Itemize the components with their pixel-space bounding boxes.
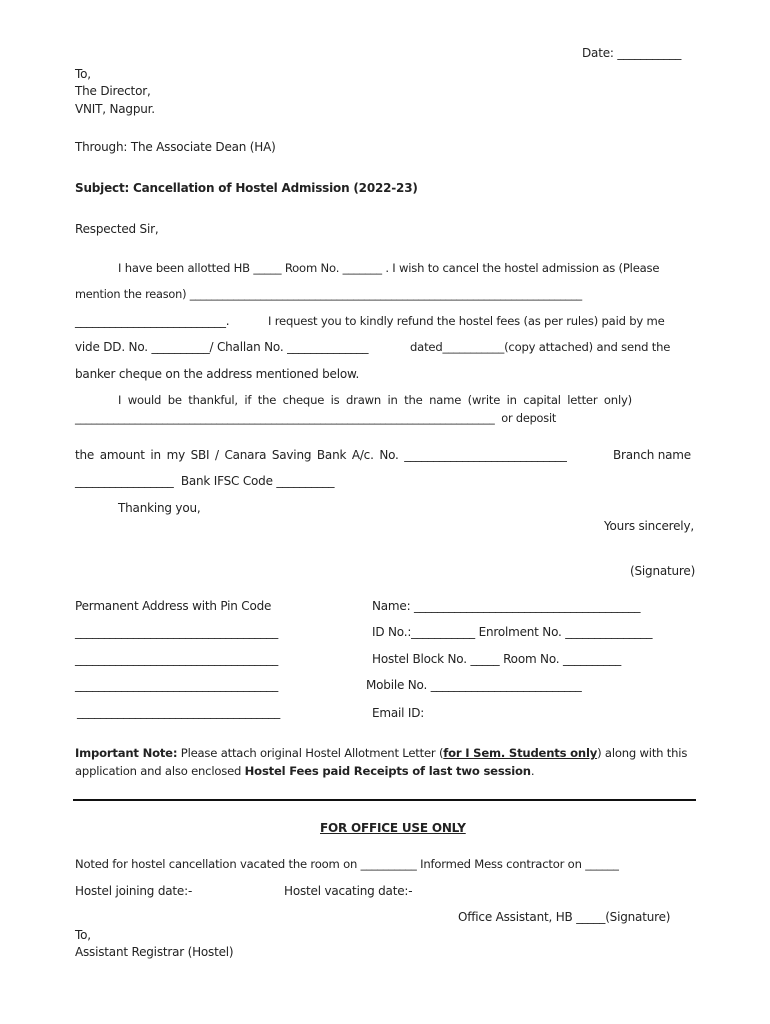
hostel-block-field: Hostel Block No. _____ Room No. __________ [372,652,621,666]
body-line-4-b: dated___________(copy attached) and send the [410,340,671,354]
body-line-8-a: the amount in my SBI / Canara Saving Bank A/c. No. ____________________________ [75,448,567,462]
address-blank-2: ___________________________________ [75,652,279,666]
address-blank-1: ___________________________________ [75,625,279,639]
body-line-7: _____________________________________________________________________________ or deposit [75,412,557,425]
address-to: To, [75,67,91,81]
vacating-date-label: Hostel vacating date:- [284,884,413,898]
body-line-8-b: Branch name [613,448,691,462]
address-blank-4: ___________________________________ [77,705,281,719]
subject-line: Subject: Cancellation of Hostel Admission (2022-23) [75,181,418,195]
id-enrolment-field: ID No.:___________ Enrolment No. _______________ [372,625,653,639]
note-label: Important Note: [75,746,178,760]
date-line: Date: ___________ [582,46,682,60]
closing-line: Yours sincerely, [604,519,694,533]
office-to: To, [75,928,91,942]
assistant-registrar: Assistant Registrar (Hostel) [75,945,234,959]
body-line-5: banker cheque on the address mentioned below. [75,367,360,381]
address-institute: VNIT, Nagpur. [75,102,155,116]
note-text-2: ) along with this [597,746,688,760]
note-text-3: application and also enclosed [75,764,245,778]
note-text-4: . [530,764,535,778]
note-text-1: Please attach original Hostel Allotment Letter ( [177,746,444,760]
address-blank-3: ___________________________________ [75,678,279,692]
office-assistant-signature: Office Assistant, HB _____(Signature) [458,910,671,924]
signature-label: (Signature) [630,564,696,578]
note-receipts: Hostel Fees paid Receipts of last two session [244,764,531,778]
note-line-1 [75,746,687,761]
email-field: Email ID: [372,706,425,720]
thanking-line: Thanking you, [118,501,201,515]
name-field: Name: _______________________________________ [372,599,641,613]
mobile-field: Mobile No. __________________________ [366,678,582,692]
permanent-address-heading: Permanent Address with Pin Code [75,599,272,613]
body-line-1: I have been allotted HB _____ Room No. _______ . I wish to cancel the hostel admission as (Please [118,261,660,275]
note-line-2 [75,764,534,779]
office-use-heading: FOR OFFICE USE ONLY [320,821,466,835]
body-line-3-text: I request you to kindly refund the hostel fees (as per rules) paid by me [268,314,665,328]
noted-line: Noted for hostel cancellation vacated the room on __________ Informed Mess contractor on ______ [75,857,619,871]
body-line-9: _________________ Bank IFSC Code __________ [75,474,335,488]
body-line-3-blank: __________________________. [75,314,230,328]
section-divider [73,799,696,801]
body-line-2: mention the reason) ________________________________________________________________________ [75,288,582,301]
body-line-4-a: vide DD. No. __________/ Challan No. ______________ [75,340,369,354]
body-line-6: I would be thankful, if the cheque is drawn in the name (write in capital letter only) [118,393,632,407]
joining-date-label: Hostel joining date:- [75,884,193,898]
address-director: The Director, [75,84,151,98]
salutation: Respected Sir, [75,222,159,236]
note-first-sem: for I Sem. Students only [443,746,598,760]
through-line: Through: The Associate Dean (HA) [75,140,276,154]
